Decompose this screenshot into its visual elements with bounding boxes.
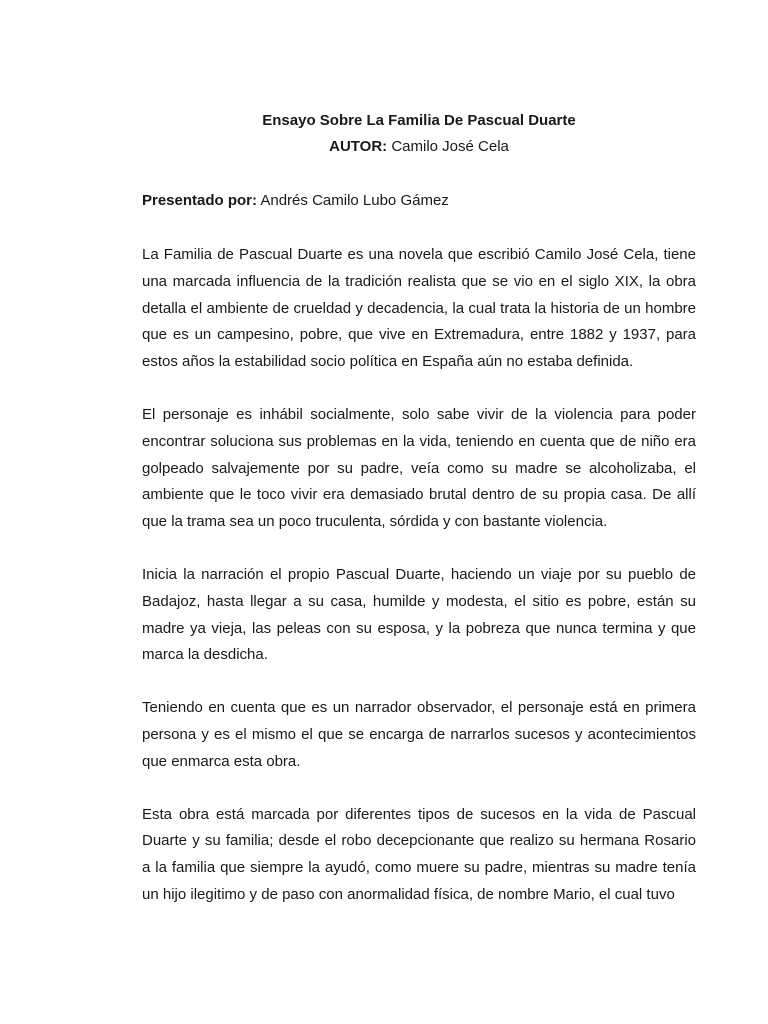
paragraph: Esta obra está marcada por diferentes tipos de sucesos en la vida de Pascual Duarte y su familia; desde el robo decepcionante que realizo su hermana Rosario a la familia que siempre la ayudó, como muere su padre, mientras su madre tenía un hijo ilegitimo y de paso con anormalidad física, de nombre Mario, el cual tuvo [142, 805, 696, 903]
presented-label: Presentado por: [142, 192, 258, 209]
paragraph: Teniendo en cuenta que es un narrador observador, el personaje está en primera persona y es el mismo el que se encarga de narrarlos sucesos y acontecimientos que enmarca esta obra. [142, 699, 696, 770]
document-body [142, 108, 696, 909]
paragraph: La Familia de Pascual Duarte es una novela que escribió Camilo José Cela, tiene una marcada influencia de la tradición realista que se vio en el siglo XIX, la obra detalla el ambiente de crueldad y decadencia, la cual trata la historia de un hombre que es un campesino, pobre, que vive en Extremadura, entre 1882 y 1937, para estos años la estabilidad socio política en España aún no estaba definida. [142, 246, 696, 371]
document-title: Ensayo Sobre La Familia De Pascual Duarte [262, 112, 576, 129]
presented-name: Andrés Camilo Lubo Gámez [257, 192, 449, 209]
author-line [142, 134, 696, 160]
author-label: AUTOR: [329, 138, 388, 155]
paragraph: El personaje es inhábil socialmente, solo sabe vivir de la violencia para poder encontrar soluciona sus problemas en la vida, teniendo en cuenta que de niño era golpeado salvajemente por su padre, veía como su madre se alcoholizaba, el ambiente que le toco vivir era demasiado brutal dentro de su propia casa. De allí que la trama sea un poco truculenta, sórdida y con bastante violencia. [142, 405, 696, 531]
paragraph: Inicia la narración el propio Pascual Duarte, haciendo un viaje por su pueblo de Badajoz, hasta llegar a su casa, humilde y modesta, el sitio es pobre, están su madre ya vieja, las peleas con su esposa, y la pobreza que nunca termina y que marca la desdicha. [142, 565, 696, 664]
author-name: Camilo José Cela [387, 138, 509, 155]
presented-by-line [142, 188, 696, 214]
